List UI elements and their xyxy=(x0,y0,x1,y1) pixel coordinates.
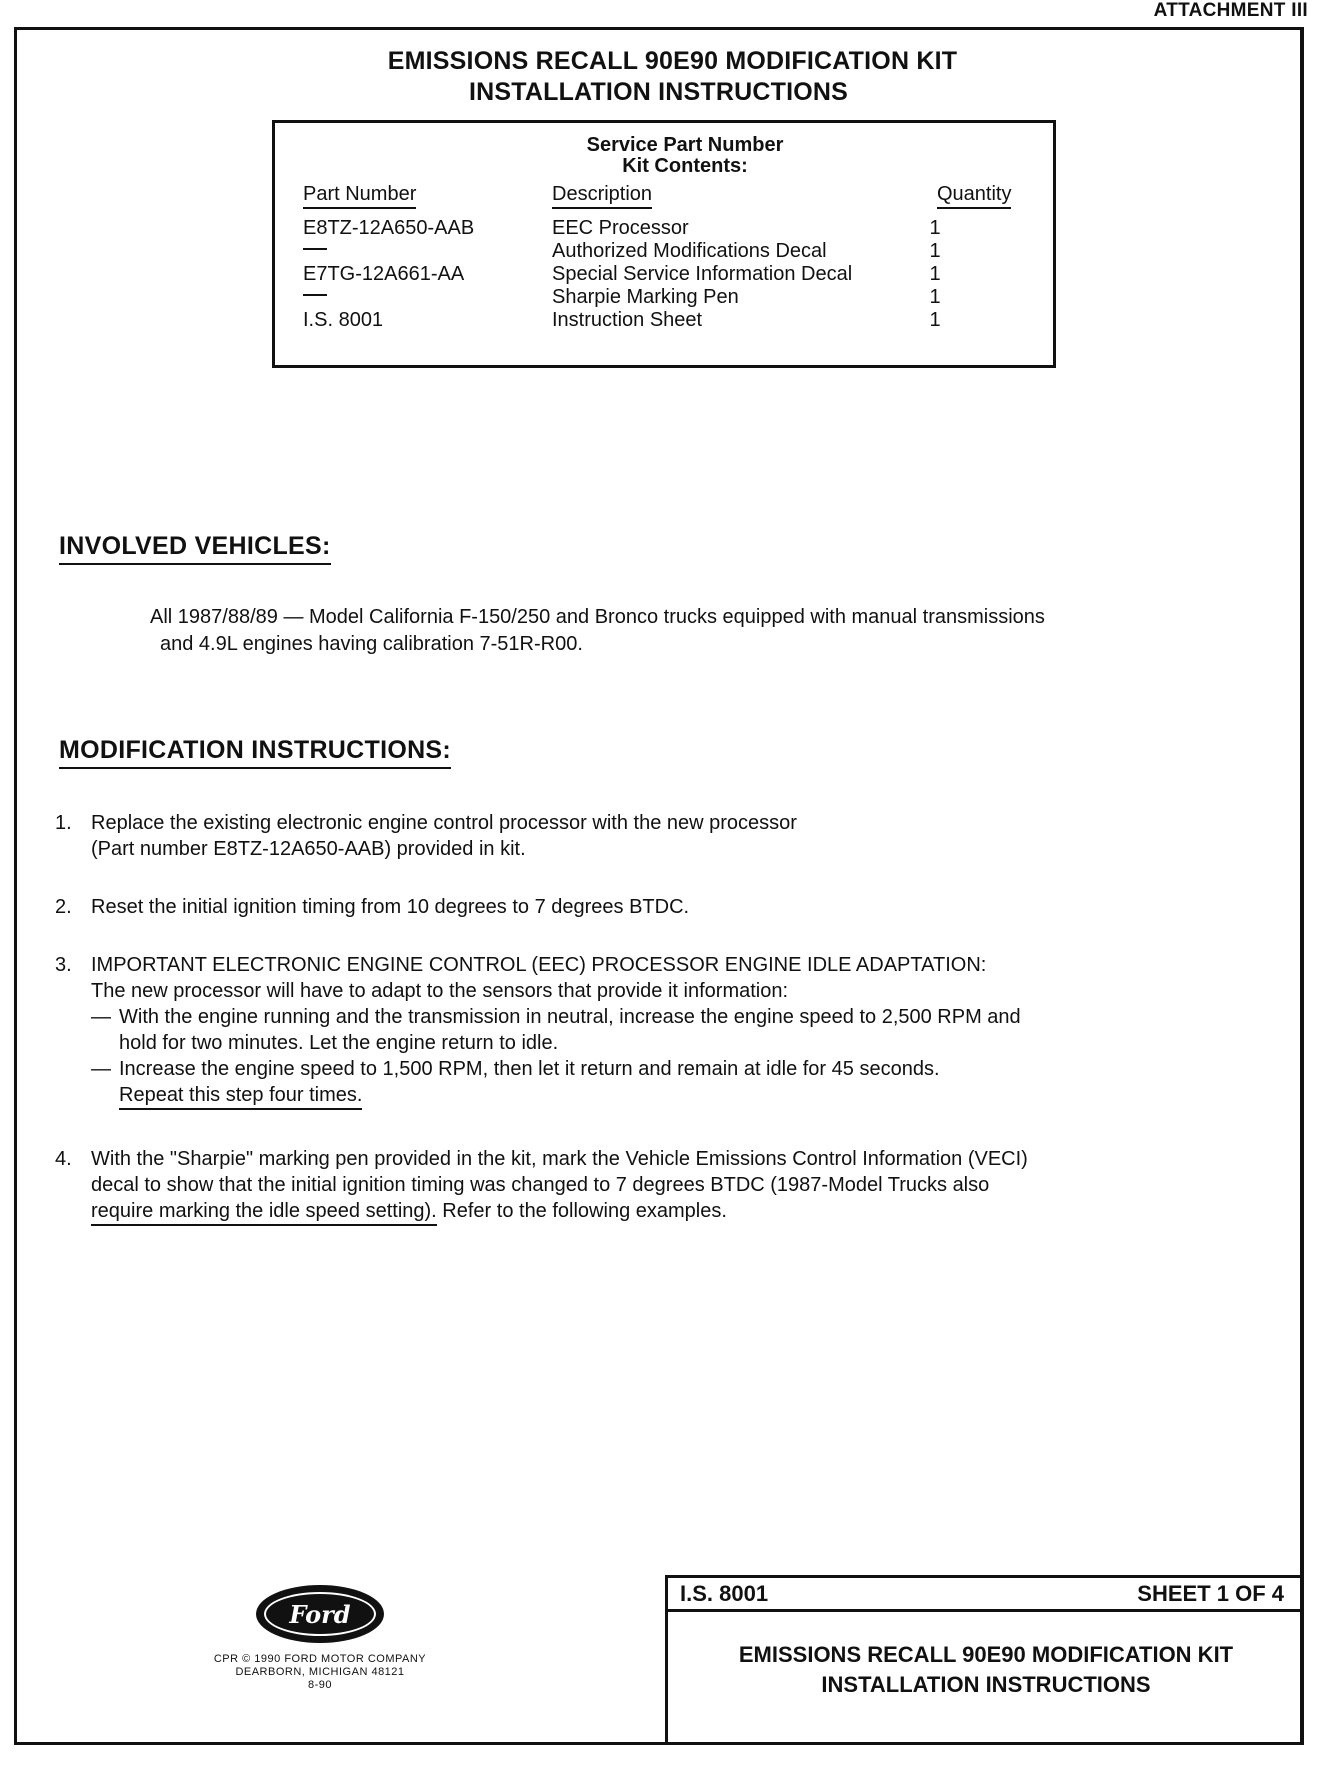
description-column xyxy=(552,217,852,332)
step-4: 4. With the "Sharpie" marking pen provided in the kit, mark the Vehicle Emissions Control Information (VECI) decal to show that the initial ignition timing was changed to 7 degrees BTDC (1987-Model Trucks also require marking the idle speed setting). Refer to the following examples. xyxy=(55,1146,1255,1224)
part-quantity: 1 xyxy=(929,217,941,239)
col-header-part: Part Number xyxy=(303,183,416,205)
part-number: E7TG-12A661-AA xyxy=(303,263,465,285)
part-dash xyxy=(303,240,474,263)
title-block xyxy=(665,1575,1304,1745)
part-quantity: 1 xyxy=(929,263,941,285)
ford-logo-icon: Ford xyxy=(256,1585,384,1643)
col-header-description: Description xyxy=(552,183,652,205)
attachment-label: ATTACHMENT III xyxy=(1153,0,1308,21)
kit-heading xyxy=(545,135,825,177)
part-quantity: 1 xyxy=(929,240,941,262)
step-1: 1. Replace the existing electronic engine control processor with the new processor (Part number E8TZ-12A650-AAB) provided in kit. xyxy=(55,812,797,860)
part-quantity: 1 xyxy=(929,309,941,331)
kit-contents-box xyxy=(272,120,1056,368)
footer-publisher xyxy=(170,1585,470,1692)
part-description: EEC Processor xyxy=(552,217,689,239)
part-quantity: 1 xyxy=(929,286,941,308)
part-description: Instruction Sheet xyxy=(552,309,703,331)
title-line-1: EMISSIONS RECALL 90E90 MODIFICATION KIT xyxy=(387,47,958,75)
involved-vehicles-heading: INVOLVED VEHICLES: xyxy=(59,532,331,561)
title-block-header xyxy=(668,1578,1304,1612)
title-block-title: EMISSIONS RECALL 90E90 MODIFICATION KIT INSTALLATION INSTRUCTIONS xyxy=(738,1642,1234,1697)
copyright-line-3: 8-90 xyxy=(307,1679,333,1691)
kit-heading-line-2: Kit Contents: xyxy=(622,155,748,177)
copyright-line-1: CPR © 1990 FORD MOTOR COMPANY xyxy=(213,1653,427,1665)
title-line-2: INSTALLATION INSTRUCTIONS xyxy=(468,78,849,106)
part-number: I.S. 8001 xyxy=(303,309,384,331)
part-dash xyxy=(303,286,474,309)
quantity-column xyxy=(905,217,965,332)
step-3: 3. IMPORTANT ELECTRONIC ENGINE CONTROL (EEC) PROCESSOR ENGINE IDLE ADAPTATION: The new processor will have to adapt to the sensors that provide it information: — With the engine running and the transmission in neutral, increase the engine speed to 2,500 RPM and hold for two minutes. Let the engine return to idle. — Increase the engine speed to 1,500 RPM, then let it return and remain at idle for 45 seconds. Repeat this step four times. xyxy=(55,952,1255,1108)
part-description: Authorized Modifications Decal xyxy=(552,240,827,262)
instruction-sheet-number: I.S. 8001 xyxy=(680,1581,769,1606)
document-title xyxy=(17,46,1300,108)
instruction-steps xyxy=(55,810,1255,1250)
involved-vehicles-text: All 1987/88/89 — Model California F-150/250 and Bronco trucks equipped with manual transmissions and 4.9L engines having calibration 7-51R-R00. xyxy=(150,606,1045,655)
part-number: E8TZ-12A650-AAB xyxy=(303,217,475,239)
part-description: Special Service Information Decal xyxy=(552,263,853,285)
sheet-count: SHEET 1 OF 4 xyxy=(1137,1581,1284,1606)
step-2: 2. Reset the initial ignition timing from 10 degrees to 7 degrees BTDC. xyxy=(55,896,690,918)
modification-instructions-heading: MODIFICATION INSTRUCTIONS: xyxy=(59,736,451,765)
copyright-line-2: DEARBORN, MICHIGAN 48121 xyxy=(235,1666,405,1678)
part-number-column xyxy=(303,217,474,332)
col-header-quantity: Quantity xyxy=(937,183,1011,205)
kit-heading-line-1: Service Part Number xyxy=(586,134,784,156)
part-description: Sharpie Marking Pen xyxy=(552,286,739,308)
page-frame xyxy=(14,27,1304,1745)
